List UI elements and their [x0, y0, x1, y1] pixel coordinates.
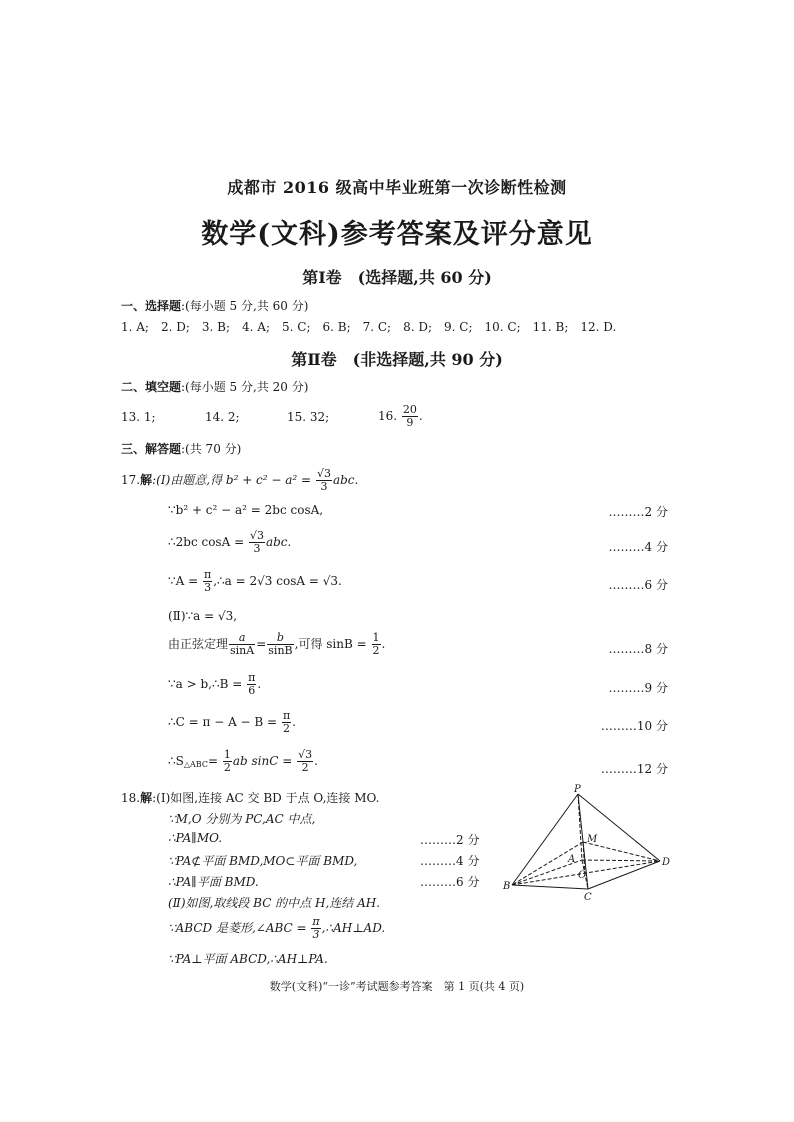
fraction-sqrt3-over-2 [297, 749, 313, 774]
document-title: 数学(文科)参考答案及评分意见 [201, 219, 593, 250]
q17-line9 [168, 749, 318, 774]
fraction-numerator: √3 [298, 748, 313, 761]
q18-line7 [168, 916, 385, 941]
q18-line6: (Ⅱ)如图,取线段 BC 的中点 H,连结 AH. [168, 896, 381, 910]
q17-l4-b: ,∴a = 2√3 cosA = √3. [213, 574, 342, 588]
q17-number: 17. [121, 473, 141, 487]
page-footer: 数学(文科)“一诊”考试题参考答案 第 1 页(共 4 页) [269, 980, 525, 993]
score-2: ………2 分 [608, 505, 668, 519]
q17-l1-b: abc. [332, 473, 359, 487]
fraction-sqrt3-over-3 [249, 530, 265, 555]
q17-l9-c: ab sinC = [232, 754, 293, 768]
label-A: A [568, 854, 576, 865]
q17-l8-a: ∴C = π − A − B = [168, 715, 278, 729]
label-B: B [503, 881, 511, 892]
fill-answer-16 [378, 404, 423, 429]
score-10: ………10 分 [600, 719, 668, 733]
q17-l6-a: 由正弦定理 [168, 637, 229, 651]
q17-line7 [168, 672, 261, 697]
score-12: ………12 分 [600, 762, 668, 776]
q17-l1-a: :(Ⅰ)由题意,得 b² + c² − a² = [152, 473, 312, 487]
q18-l1: :(Ⅰ)如图,连接 AC 交 BD 于点 O,连接 MO. [152, 791, 380, 805]
q17-l9-d: . [314, 754, 318, 768]
fraction-numerator: 20 [402, 403, 417, 416]
pyramid-figure [500, 782, 680, 902]
edge-PB [512, 794, 578, 885]
score-9: ………9 分 [608, 681, 668, 695]
edge-BC [512, 885, 588, 889]
q17-l3-b: abc. [265, 535, 292, 549]
q17-l8-b: . [292, 715, 296, 729]
q17-l7-b: . [257, 677, 262, 691]
fill-answer-16-label: 16. [378, 409, 398, 423]
q18-l7-b: ,∴AH⊥AD. [321, 921, 386, 935]
q17-line3 [168, 530, 291, 555]
fill-answer-13: 13. 1; [121, 410, 156, 424]
section-choice-note: :(每小题 5 分,共 60 分) [181, 299, 309, 313]
fraction-1-over-2 [223, 749, 232, 774]
q18-line2: ∵M,O 分别为 PC,AC 中点, [168, 812, 316, 826]
fraction-20-9 [402, 404, 418, 429]
fraction-denominator: 2 [223, 761, 231, 774]
part1-title: 第Ⅰ卷 (选择题,共 60 分) [302, 268, 492, 287]
fraction-denominator: 9 [406, 416, 414, 429]
fraction-denominator: 2 [301, 761, 309, 774]
q17-l3-a: ∴2bc cosA = [168, 535, 245, 549]
part2-title: 第Ⅱ卷 (非选择题,共 90 分) [291, 350, 503, 369]
fraction-numerator: π [282, 709, 291, 722]
label-P: P [574, 784, 581, 795]
fraction-sqrt3-over-3 [316, 468, 332, 493]
q17-jie: 解 [140, 473, 153, 487]
fraction-a-over-sinA [229, 632, 255, 657]
q17-line4 [168, 569, 342, 594]
triangle-subscript: △ABC [183, 760, 208, 769]
section-solve-note: :(共 70 分) [181, 442, 242, 456]
section-fill-label: 二、填空题 [121, 380, 182, 394]
score-6: ………6 分 [608, 578, 668, 592]
q18-number: 18. [121, 791, 141, 805]
fraction-pi-over-2 [282, 710, 291, 735]
q17-line8 [168, 710, 296, 735]
score-8: ………8 分 [608, 642, 668, 656]
q18-score-6: ………6 分 [420, 875, 480, 889]
fraction-1-over-2 [372, 632, 381, 657]
label-D: D [662, 857, 671, 868]
q18-line8: ∵PA⊥平面 ABCD,∴AH⊥PA. [168, 952, 328, 966]
q18-score-2: ………2 分 [420, 833, 480, 847]
q18-l7-a: ∵ABCD 是菱形,∠ABC = [168, 921, 307, 935]
fill-answer-16-tail: . [418, 409, 423, 423]
fill-answer-15: 15. 32; [287, 410, 330, 424]
section-choice-label: 一、选择题 [121, 299, 182, 313]
fill-answer-14: 14. 2; [205, 410, 240, 424]
fraction-numerator: a [229, 632, 255, 645]
fraction-numerator: π [312, 915, 320, 928]
q17-l6-d: . [381, 637, 386, 651]
fraction-numerator: 1 [223, 748, 231, 761]
q18-score-4: ………4 分 [420, 854, 480, 868]
fraction-denominator: 3 [204, 581, 212, 594]
section-solve-label: 三、解答题 [121, 442, 182, 456]
q18-line4: ∵PA⊄平面 BMD,MO⊂平面 BMD, [168, 854, 358, 868]
fraction-pi-over-3 [203, 569, 212, 594]
fraction-numerator: √3 [316, 467, 331, 480]
q18-line1 [121, 789, 379, 806]
fraction-b-over-sinB [267, 632, 293, 657]
choice-answers: 1. A; 2. D; 3. B; 4. A; 5. C; 6. B; 7. C; 8. D; 9. C; 10. C; 11. B; 12. D. [121, 320, 617, 334]
q17-line1 [121, 468, 358, 493]
section-fill [121, 378, 308, 395]
fraction-numerator: π [204, 568, 212, 581]
edge-CD [588, 861, 660, 889]
q17-line5: (Ⅱ)∵a = √3, [168, 609, 238, 623]
fraction-pi-over-6 [247, 672, 256, 697]
fraction-pi-over-3 [311, 916, 320, 941]
exam-header-line1: 成都市 2016 级高中毕业班第一次诊断性检测 [227, 178, 567, 197]
q17-line6 [168, 632, 385, 657]
fraction-denominator: sinB [268, 644, 293, 657]
section-solve [121, 440, 241, 457]
section-fill-note: :(每小题 5 分,共 20 分) [181, 380, 309, 394]
label-C: C [584, 892, 592, 902]
q18-line5: ∴PA∥平面 BMD. [168, 875, 259, 889]
fraction-denominator: 3 [320, 480, 328, 493]
fraction-numerator: π [248, 671, 256, 684]
fraction-numerator: 1 [372, 631, 380, 644]
fraction-denominator: 6 [248, 684, 256, 697]
label-M: M [587, 834, 598, 845]
score-4: ………4 分 [608, 540, 668, 554]
fraction-denominator: 3 [312, 928, 320, 941]
q18-jie: 解 [140, 791, 153, 805]
edge-AD [582, 860, 660, 861]
q17-line2: ∵b² + c² − a² = 2bc cosA, [168, 503, 324, 517]
fraction-denominator: 2 [283, 722, 291, 735]
fraction-denominator: 2 [372, 644, 380, 657]
q17-l6-c: ,可得 sinB = [294, 637, 367, 651]
section-choice [121, 297, 308, 314]
q17-l9-a: ∴S [168, 754, 184, 768]
fraction-numerator: b [267, 632, 293, 645]
fraction-numerator: √3 [249, 529, 264, 542]
fraction-denominator: 3 [253, 542, 261, 555]
fraction-denominator: sinA [230, 644, 255, 657]
q18-line3: ∴PA∥MO. [168, 831, 223, 845]
q17-l4-a: ∵A = [168, 574, 199, 588]
q17-l9-b: = [207, 754, 218, 768]
q17-l7-a: ∵a > b,∴B = [168, 677, 243, 691]
q17-l6-b: = [256, 637, 267, 651]
label-O: O [578, 870, 587, 881]
